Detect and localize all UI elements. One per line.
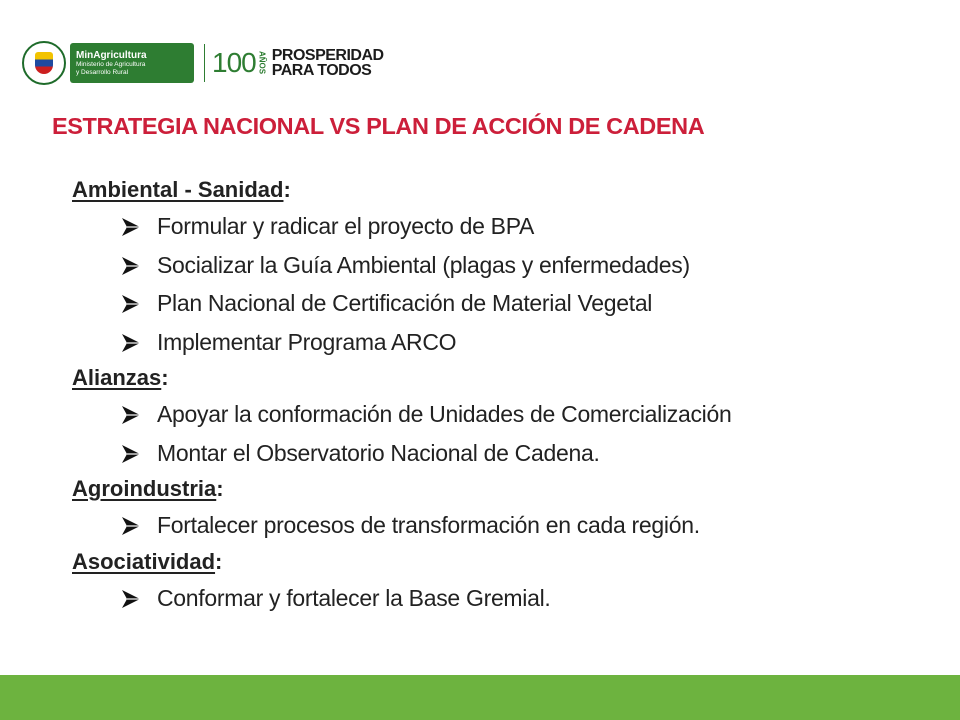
section-heading-colon: :: [215, 548, 223, 574]
section-heading: [72, 545, 932, 579]
bullet-text: Montar el Observatorio Nacional de Cadena.: [157, 439, 600, 466]
ministry-name: MinAgricultura: [76, 49, 147, 61]
bullet-text: Fortalecer procesos de transformación en cada región.: [157, 512, 700, 538]
colombia-coat-of-arms-icon: [22, 41, 66, 85]
bullet-text: Socializar la Guía Ambiental (plagas y enfermedades): [157, 251, 690, 278]
section-heading-colon: :: [283, 177, 291, 202]
ministry-sub2: y Desarrollo Rural: [76, 68, 129, 76]
bullet-text: Apoyar la conformación de Unidades de Comercialización: [157, 401, 732, 427]
bullet-text: Implementar Programa ARCO: [157, 328, 457, 355]
arrow-bullet-icon: [120, 403, 142, 425]
bullet-item: [72, 246, 932, 285]
slogan-line1: PROSPERIDAD: [271, 47, 384, 64]
header-logos: [22, 40, 384, 86]
bullet-text: Plan Nacional de Certificación de Material Vegetal: [157, 290, 653, 316]
section-heading-label: Ambiental - Sanidad: [72, 177, 284, 202]
slogan-logo: [272, 48, 384, 78]
slide-content: [72, 173, 932, 617]
section-heading-label: Asociatividad: [72, 548, 216, 574]
bullet-item: [72, 323, 932, 362]
minagricultura-logo: [70, 43, 194, 83]
section-heading-colon: :: [216, 476, 224, 501]
bullet-text: Conformar y fortalecer la Base Gremial.: [157, 584, 551, 611]
logo-divider: [204, 44, 205, 82]
bullet-item: [72, 506, 932, 545]
bullet-item: [72, 579, 932, 618]
arrow-bullet-icon: [120, 514, 142, 536]
section-heading: [72, 472, 932, 506]
anniversary-word: AÑOS: [257, 51, 267, 75]
section-heading-colon: :: [161, 365, 169, 390]
section-heading: [72, 361, 932, 395]
section-heading-label: Agroindustria: [72, 476, 217, 501]
bullet-item: [72, 395, 932, 434]
slide-title: ESTRATEGIA NACIONAL VS PLAN DE ACCIÓN DE CADENA: [52, 113, 705, 139]
arrow-bullet-icon: [120, 442, 142, 464]
bullet-item: [72, 284, 932, 323]
section-heading: [72, 173, 932, 207]
slogan-line2: PARA TODOS: [271, 62, 372, 79]
arrow-bullet-icon: [120, 331, 142, 353]
arrow-bullet-icon: [120, 215, 142, 237]
bullet-item: [72, 434, 932, 473]
arrow-bullet-icon: [120, 254, 142, 276]
section-heading-label: Alianzas: [72, 365, 162, 390]
bullet-item: [72, 207, 932, 246]
anniversary-number: 100: [212, 47, 256, 78]
bullet-text: Formular y radicar el proyecto de BPA: [157, 213, 535, 239]
ministry-sub1: Ministerio de Agricultura: [76, 60, 146, 68]
arrow-bullet-icon: [120, 292, 142, 314]
arrow-bullet-icon: [120, 587, 142, 609]
bottom-band: [0, 675, 960, 720]
